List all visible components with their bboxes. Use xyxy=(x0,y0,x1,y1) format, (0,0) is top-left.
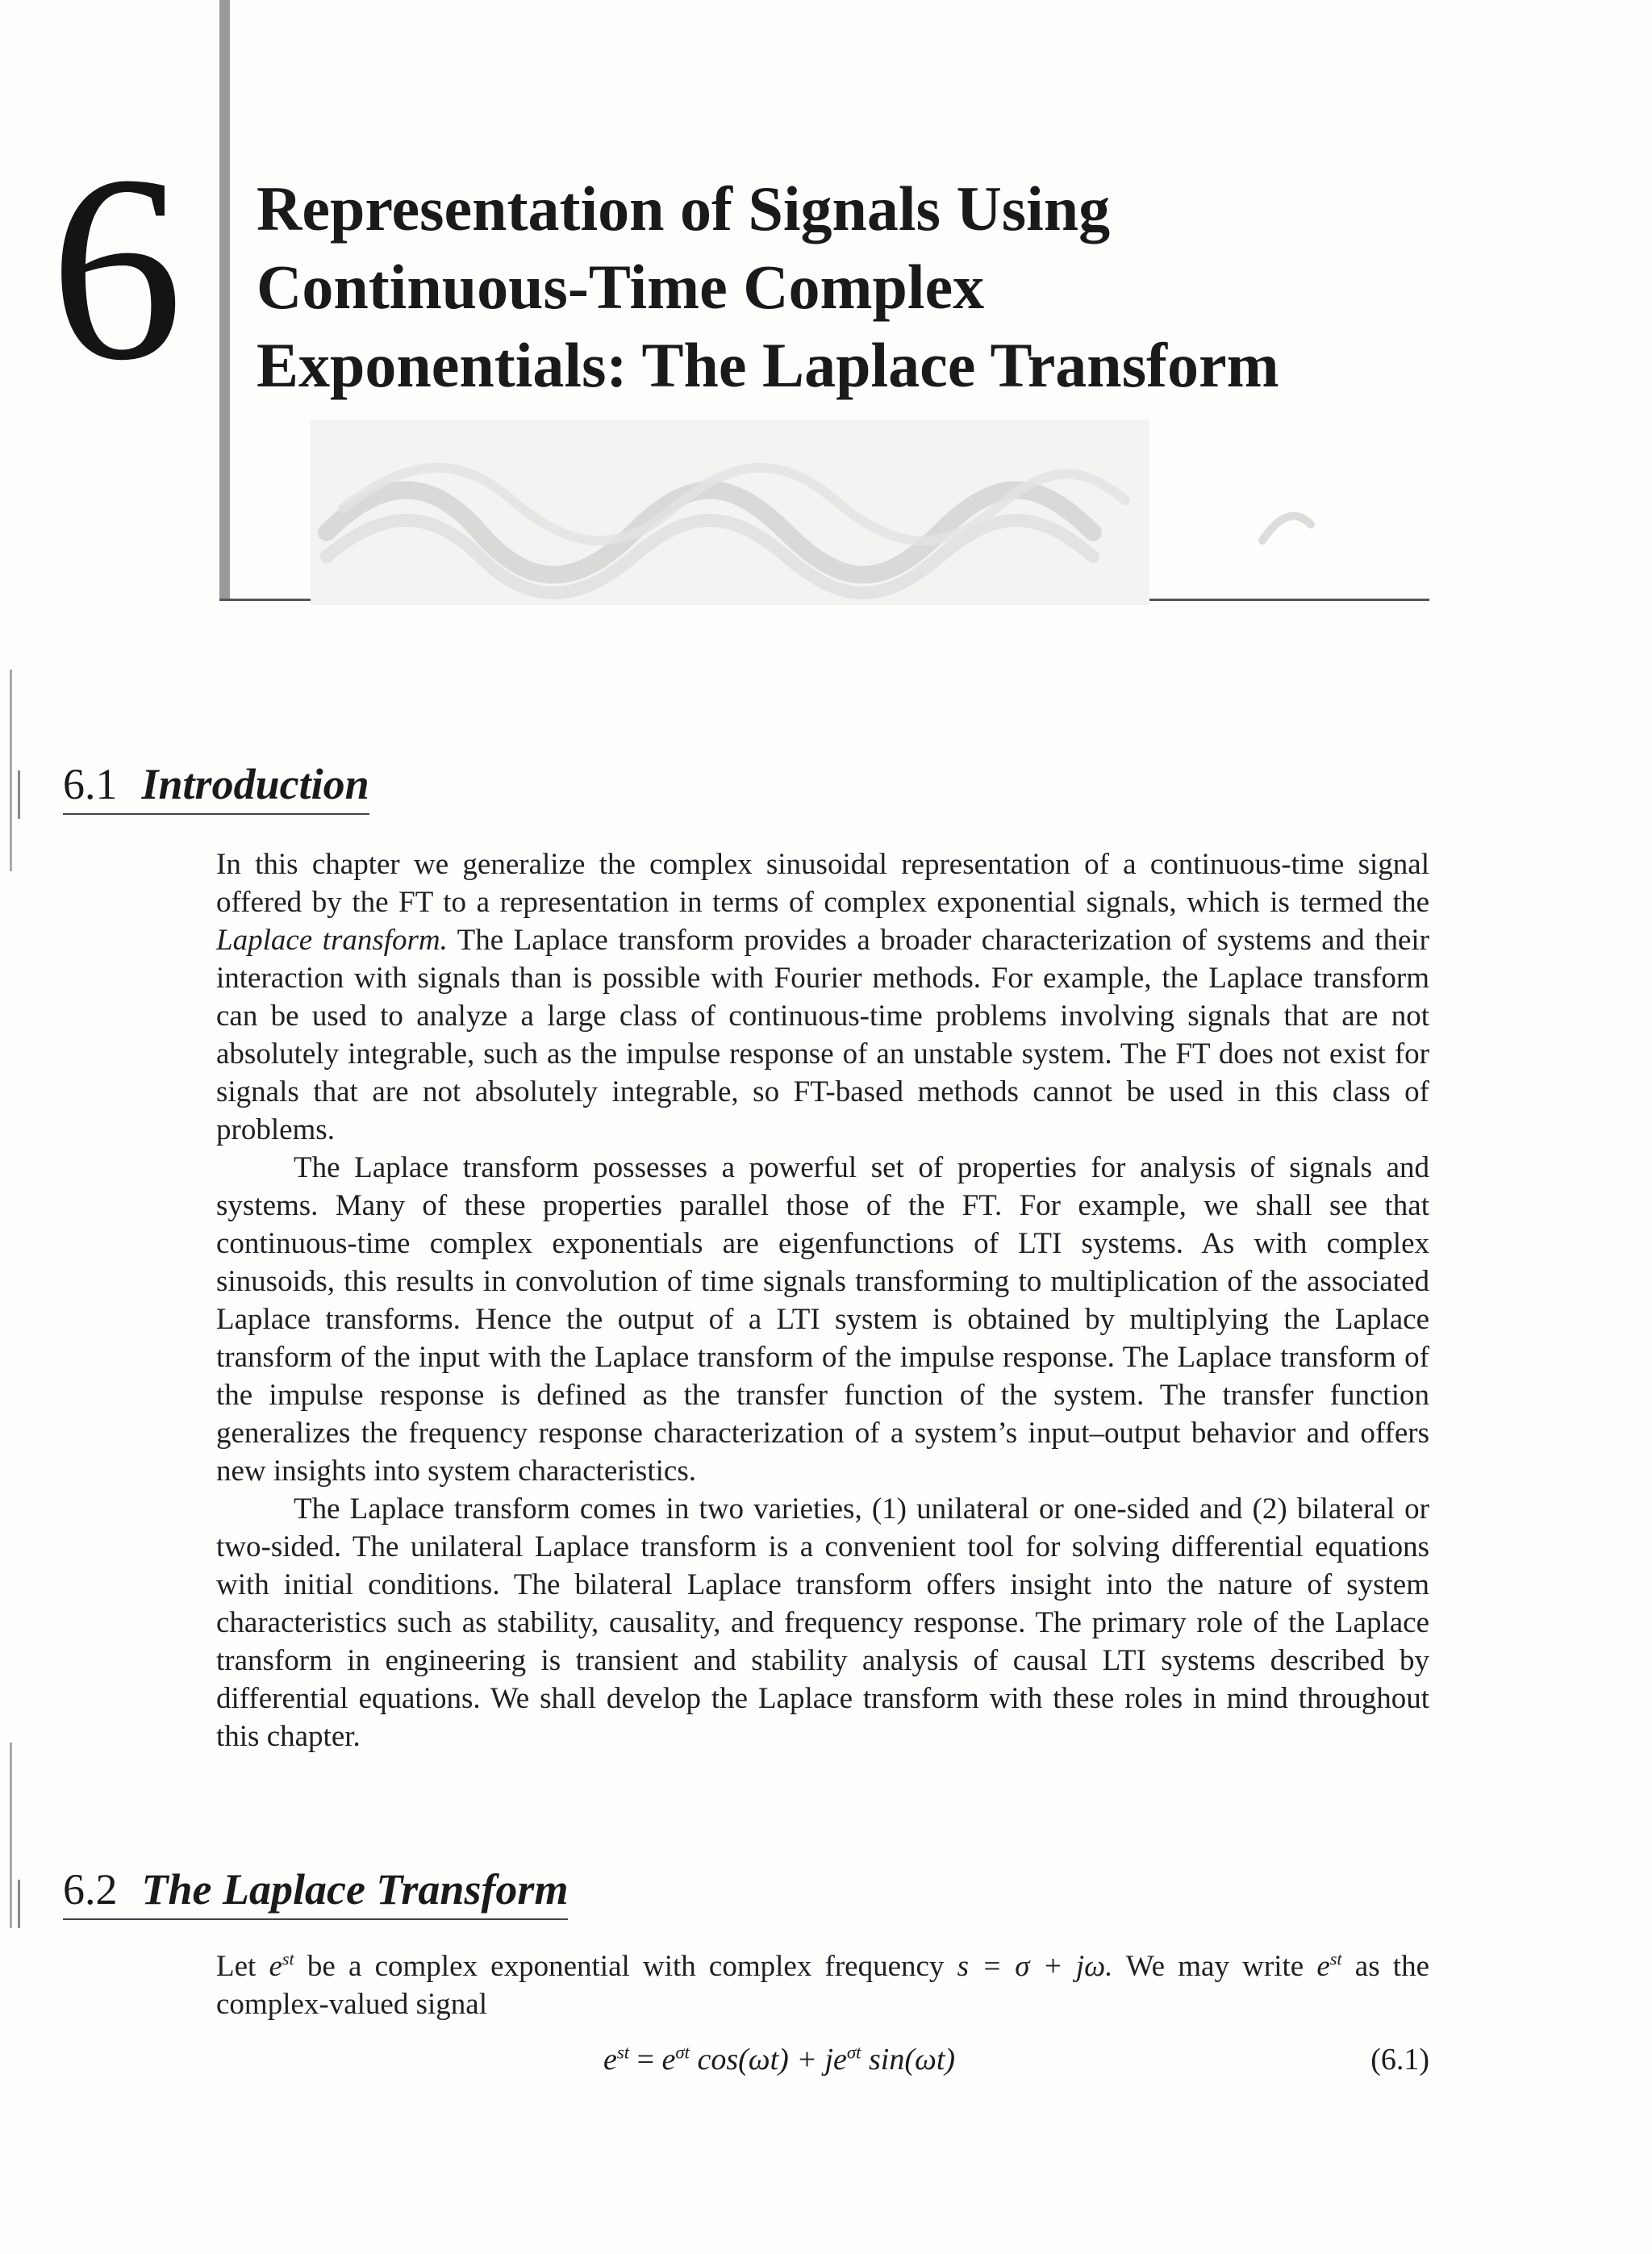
paragraph: The Laplace transform comes in two varieties, (1) unilateral or one-sided and (2) bilateral or two-sided. The unilateral Laplace transform is a convenient tool for solving differential equations with initial conditions. The bilateral Laplace transform offers insight into the nature of system characteristics such as stability, causality, and frequency response. The primary role of the Laplace transform in engineering is transient and stability analysis of causal LTI systems described by differential equations. We shall develop the Laplace transform with these roles in mind throughout this chapter. xyxy=(216,1492,1429,1753)
math-operator: = xyxy=(629,2043,662,2077)
math-expression: s = σ + jω. xyxy=(957,1950,1113,1983)
chapter-title-line: Representation of Signals Using xyxy=(257,173,1111,244)
paragraph-text: The Laplace transform provides a broader characterization of systems and their interaction with signals than is possible with Fourier methods. For example, the Laplace transform can be used to analyze a large class of continuous-time problems involving signals that are not absolutely integrable, such as the impulse response of an unstable system. The FT does not exist for signals that are not absolutely integrable, so FT-based methods cannot be used in this class of problems. xyxy=(216,924,1429,1146)
section-title: The Laplace Transform xyxy=(141,1865,569,1914)
chapter-side-bar xyxy=(219,0,230,601)
equation-number: (6.1) xyxy=(1370,2043,1429,2077)
paragraph xyxy=(216,1947,1429,2023)
chapter-number: 6 xyxy=(50,121,183,415)
paragraph xyxy=(216,845,1429,1149)
math-symbol: e xyxy=(603,2043,617,2077)
decorative-wave-art xyxy=(311,419,1359,605)
paragraph-text: We may write xyxy=(1112,1950,1317,1983)
paragraph-text: as the complex-valued signal xyxy=(216,1950,1429,2021)
section-body xyxy=(216,845,1429,1755)
paragraph-text: Let xyxy=(216,1950,269,1983)
chapter-title xyxy=(257,169,1418,404)
math-term: cos(ωt) + j xyxy=(689,2043,834,2077)
section-number: 6.1 xyxy=(63,760,118,808)
margin-mark xyxy=(18,1880,20,1928)
chapter-title-line: Continuous-Time Complex xyxy=(257,252,985,322)
paragraph-text: In this chapter we generalize the complex sinusoidal representation of a continuous-time signal offered by the FT to a representation in terms of complex exponential signals, which is termed the xyxy=(216,848,1429,919)
section-intro xyxy=(216,1947,1429,2023)
margin-mark xyxy=(10,1743,12,1928)
math-symbol: e xyxy=(833,2043,847,2077)
margin-mark xyxy=(18,770,20,819)
math-symbol: e xyxy=(269,1950,282,1983)
math-symbol: e xyxy=(661,2043,676,2077)
section-heading xyxy=(63,1864,568,1920)
paragraph-text: be a complex exponential with complex frequency xyxy=(294,1950,957,1983)
math-exponent: σt xyxy=(675,2042,690,2063)
paragraph: The Laplace transform possesses a powerful set of properties for analysis of signals and systems. Many of these properties parallel those of the FT. For example, we shall see that continuous-time complex exponentials are eigenfunctions of LTI systems. As with complex sinusoids, this results in convolution of time signals transforming to multiplication of the associated Laplace transforms. Hence the output of a LTI system is obtained by multiplying the Laplace transform of the input with the Laplace transform of the impulse response. The Laplace transform of the impulse response is defined as the transfer function of the system. The transfer function generalizes the frequency response characterization of a system’s input–output behavior and offers new insights into system characteristics. xyxy=(216,1151,1429,1488)
math-exponent: st xyxy=(616,2042,630,2063)
section-heading xyxy=(63,758,369,815)
section-number: 6.2 xyxy=(63,1865,118,1914)
math-exponent: σt xyxy=(846,2042,861,2063)
math-symbol: e xyxy=(1316,1950,1330,1983)
math-exponent: st xyxy=(1329,1948,1342,1969)
chapter-title-line: Exponentials: The Laplace Transform xyxy=(257,330,1279,400)
emphasis-term: Laplace transform. xyxy=(216,924,448,957)
math-exponent: st xyxy=(282,1948,294,1969)
equation-expression xyxy=(603,2039,955,2080)
section-title: Introduction xyxy=(141,760,369,808)
margin-mark xyxy=(10,670,12,871)
math-term: sin(ωt) xyxy=(861,2043,956,2077)
